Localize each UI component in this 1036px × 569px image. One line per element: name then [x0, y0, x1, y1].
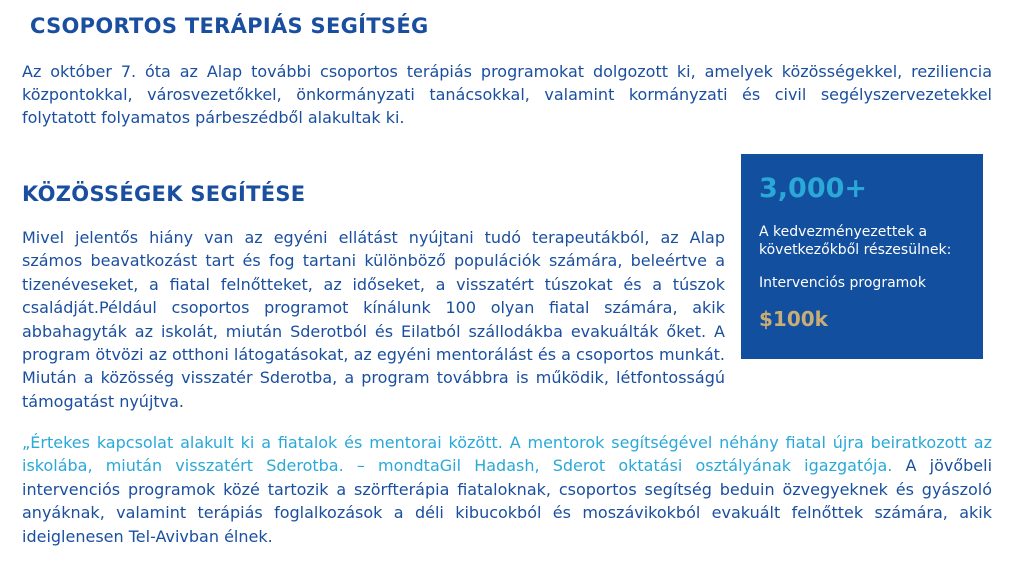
- beneficiaries-stat-box: [741, 154, 983, 359]
- program-amount: $100k: [759, 307, 828, 331]
- section-heading-community-support: KÖZÖSSÉGEK SEGÍTÉSE: [22, 182, 306, 206]
- testimonial-paragraph: [22, 431, 992, 548]
- program-label: Intervenciós programok: [759, 275, 926, 291]
- testimonial-quote: „Értekes kapcsolat alakult ki a fiatalok és mentorai között. A mentorok segítségével néhány fiatal újra beiratkozott az iskolába, miután visszatért Sderotba. – mondtaGil Hadash, Sderot oktatási osztályának igazgatója.: [22, 433, 992, 476]
- beneficiaries-count: 3,000+: [759, 173, 868, 204]
- section-heading-group-therapy: CSOPORTOS TERÁPIÁS SEGÍTSÉG: [30, 14, 429, 38]
- community-paragraph: Mivel jelentős hiány van az egyéni ellátást nyújtani tudó terapeutákból, az Alap számos beavatkozást tart és fog tartani különböző populációk számára, beleértve a tizenéveseket, a fiatal felnőtteket, az időseket, a visszatért túszokat és a túszok családját.Például csoportos programot kínálunk 100 olyan fiatal számára, akik abbahagyták az iskolát, miután Sderotból és Eilatból szállodákba evakuálták őket. A program ötvözi az otthoni látogatásokat, az egyéni mentorálást és a csoportos munkát. Miután a közösség visszatér Sderotba, a program továbbra is működik, létfontosságú támogatást nyújtva.: [22, 228, 725, 411]
- beneficiaries-description: A kedvezményezettek a következőkből részesülnek:: [759, 224, 952, 258]
- intro-paragraph: Az október 7. óta az Alap további csoportos terápiás programokat dolgozott ki, amelyek közösségekkel, reziliencia központokkal, városvezetőkkel, önkormányzati tanácsokkal, valamint kormányzati és civil segélyszervezetekkel folytatott folyamatos párbeszédből alakultak ki.: [22, 62, 992, 127]
- future-programs-text: A jövőbeli intervenciós programok közé tartozik a szörfterápia fiataloknak, csoportos segítség beduin özvegyeknek és gyászoló anyáknak, valamint terápiás foglalkozások a déli kibucokból és moszávikokból evakuált felnőttek számára, akik ideiglenesen Tel-Avivban élnek.: [22, 456, 993, 546]
